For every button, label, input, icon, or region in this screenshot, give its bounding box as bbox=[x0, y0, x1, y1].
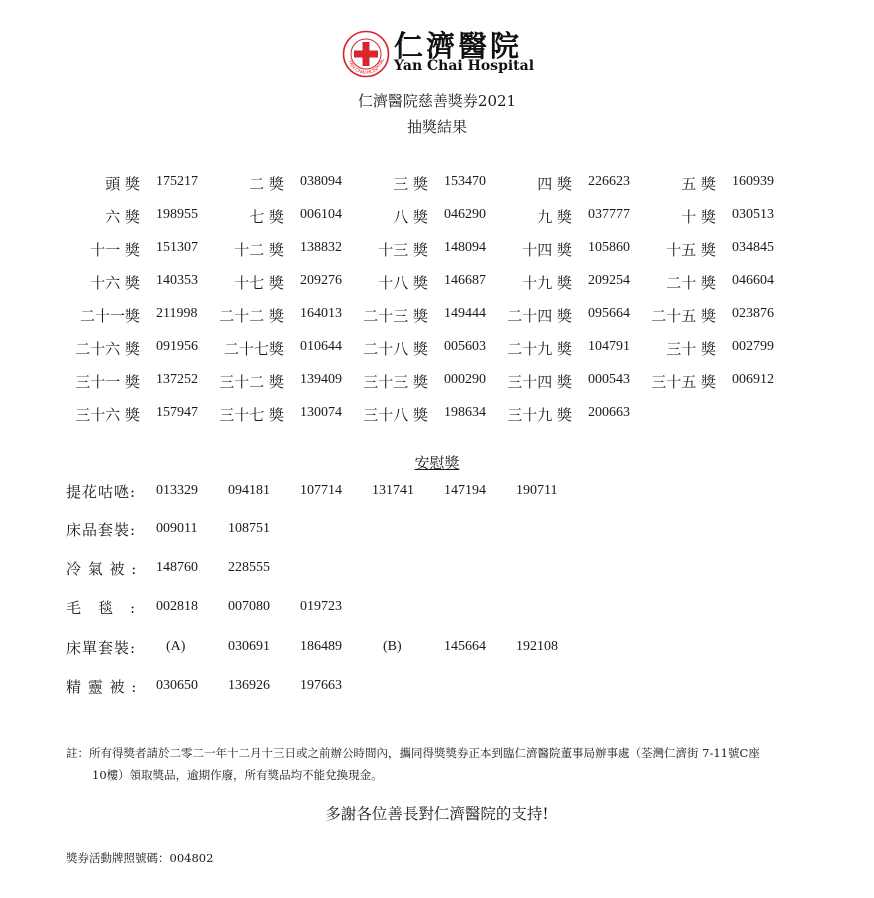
consolation-number: (A) bbox=[166, 639, 186, 654]
prize-label: 三十六 獎 bbox=[75, 406, 140, 424]
consolation-number: 228555 bbox=[228, 560, 270, 575]
prize-label: 三十 獎 bbox=[666, 340, 716, 358]
prize-number: 006912 bbox=[732, 372, 774, 387]
prize-number: 010644 bbox=[300, 339, 342, 354]
prize-label: 二十三 獎 bbox=[363, 307, 428, 325]
prize-number: 200663 bbox=[588, 405, 630, 420]
prize-label: 四 獎 bbox=[537, 175, 572, 193]
prize-label: 十五 獎 bbox=[666, 241, 716, 259]
consolation-number: 007080 bbox=[228, 599, 270, 614]
prize-number: 138832 bbox=[300, 240, 342, 255]
consolation-label: 冷 氣 被 : bbox=[66, 560, 138, 578]
consolation-label: 精 靈 被 : bbox=[66, 678, 138, 696]
prize-number: 038094 bbox=[300, 174, 342, 189]
prize-label: 七 獎 bbox=[249, 208, 284, 226]
prize-number: 034845 bbox=[732, 240, 774, 255]
consolation-number: 030691 bbox=[228, 639, 270, 654]
consolation-number: 013329 bbox=[156, 483, 198, 498]
prize-label: 二十七獎 bbox=[223, 340, 284, 358]
prize-label: 十四 獎 bbox=[522, 241, 572, 259]
hospital-emblem-icon bbox=[342, 30, 390, 78]
collection-note bbox=[66, 742, 796, 786]
consolation-number: 009011 bbox=[156, 521, 198, 536]
consolation-number: 019723 bbox=[300, 599, 342, 614]
hospital-logo-english: Yan Chai Hospital bbox=[394, 58, 535, 74]
prize-number: 175217 bbox=[156, 174, 198, 189]
consolation-number: 107714 bbox=[300, 483, 342, 498]
consolation-number: 192108 bbox=[516, 639, 558, 654]
prize-number: 091956 bbox=[156, 339, 198, 354]
consolation-number: 197663 bbox=[300, 678, 342, 693]
prize-label: 三十三 獎 bbox=[363, 373, 428, 391]
consolation-label: 床品套裝: bbox=[66, 521, 137, 539]
prize-label: 十九 獎 bbox=[522, 274, 572, 292]
prize-label: 二十二 獎 bbox=[219, 307, 284, 325]
consolation-label: 毛 毯 : bbox=[66, 599, 137, 617]
consolation-label: 提花咕𠱁: bbox=[66, 483, 137, 501]
thank-you-message: 多謝各位善長對仁濟醫院的支持! bbox=[325, 805, 549, 823]
prize-number: 148094 bbox=[444, 240, 486, 255]
prize-number: 209276 bbox=[300, 273, 342, 288]
consolation-number: 002818 bbox=[156, 599, 198, 614]
consolation-number: 131741 bbox=[372, 483, 414, 498]
prize-number: 198634 bbox=[444, 405, 486, 420]
prize-number: 160939 bbox=[732, 174, 774, 189]
prize-number: 140353 bbox=[156, 273, 198, 288]
prize-number: 137252 bbox=[156, 372, 198, 387]
prize-number: 139409 bbox=[300, 372, 342, 387]
prize-number: 226623 bbox=[588, 174, 630, 189]
prize-label: 三十二 獎 bbox=[219, 373, 284, 391]
prize-label: 十八 獎 bbox=[378, 274, 428, 292]
prize-number: 046290 bbox=[444, 207, 486, 222]
prize-number: 149444 bbox=[444, 306, 486, 321]
prize-number: 157947 bbox=[156, 405, 198, 420]
license-number: 獎券活動牌照號碼：004802 bbox=[66, 851, 214, 865]
prize-number: 209254 bbox=[588, 273, 630, 288]
prize-number: 164013 bbox=[300, 306, 342, 321]
prize-label: 九 獎 bbox=[537, 208, 572, 226]
prize-label: 三十五 獎 bbox=[651, 373, 716, 391]
prize-label: 二十四 獎 bbox=[507, 307, 572, 325]
prize-label: 三 獎 bbox=[393, 175, 428, 193]
prize-label: 三十一 獎 bbox=[75, 373, 140, 391]
consolation-number: (B) bbox=[383, 639, 402, 654]
prize-label: 十一 獎 bbox=[90, 241, 140, 259]
prize-number: 095664 bbox=[588, 306, 630, 321]
prize-label: 十 獎 bbox=[681, 208, 716, 226]
prize-number: 105860 bbox=[588, 240, 630, 255]
prize-number: 211998 bbox=[156, 306, 198, 321]
prize-label: 二 獎 bbox=[249, 175, 284, 193]
note-line-2: 10樓）領取獎品，逾期作廢，所有獎品均不能兌換現金。 bbox=[92, 768, 383, 782]
note-line-1: 註：所有得獎者請於二零二一年十二月十三日或之前辦公時間內，攜同得獎獎券正本到臨仁濟醫院董事局辦事處（荃灣仁濟街 7-11號C座 bbox=[66, 746, 760, 760]
prize-number: 130074 bbox=[300, 405, 342, 420]
consolation-number: 190711 bbox=[516, 483, 558, 498]
prize-number: 000543 bbox=[588, 372, 630, 387]
consolation-heading: 安慰獎 bbox=[414, 454, 460, 472]
prize-number: 046604 bbox=[732, 273, 774, 288]
prize-label: 二十一獎 bbox=[79, 307, 140, 325]
prize-number: 153470 bbox=[444, 174, 486, 189]
prize-number: 023876 bbox=[732, 306, 774, 321]
prize-label: 十二 獎 bbox=[234, 241, 284, 259]
prize-label: 十六 獎 bbox=[90, 274, 140, 292]
prize-label: 三十四 獎 bbox=[507, 373, 572, 391]
prize-number: 005603 bbox=[444, 339, 486, 354]
prize-label: 頭 獎 bbox=[105, 175, 140, 193]
consolation-number: 148760 bbox=[156, 560, 198, 575]
prize-label: 二十八 獎 bbox=[363, 340, 428, 358]
prize-number: 146687 bbox=[444, 273, 486, 288]
emblem-text: YAN CHAI HOSPITAL bbox=[346, 57, 386, 77]
prize-label: 二十五 獎 bbox=[651, 307, 716, 325]
consolation-label: 床單套裝: bbox=[66, 639, 137, 657]
prize-label: 六 獎 bbox=[105, 208, 140, 226]
prize-number: 198955 bbox=[156, 207, 198, 222]
consolation-number: 145664 bbox=[444, 639, 486, 654]
prize-number: 006104 bbox=[300, 207, 342, 222]
hospital-logo-chinese: 仁濟醫院 bbox=[394, 29, 523, 63]
prize-label: 二十九 獎 bbox=[507, 340, 572, 358]
prize-label: 八 獎 bbox=[393, 208, 428, 226]
consolation-number: 136926 bbox=[228, 678, 270, 693]
prize-number: 151307 bbox=[156, 240, 198, 255]
page-title: 仁濟醫院慈善獎券2021 bbox=[357, 92, 517, 110]
consolation-number: 186489 bbox=[300, 639, 342, 654]
prize-label: 三十八 獎 bbox=[363, 406, 428, 424]
consolation-number: 030650 bbox=[156, 678, 198, 693]
consolation-number: 094181 bbox=[228, 483, 270, 498]
prize-label: 五 獎 bbox=[681, 175, 716, 193]
prize-label: 二十 獎 bbox=[666, 274, 716, 292]
prize-label: 三十九 獎 bbox=[507, 406, 572, 424]
consolation-number: 147194 bbox=[444, 483, 486, 498]
prize-number: 030513 bbox=[732, 207, 774, 222]
prize-number: 002799 bbox=[732, 339, 774, 354]
prize-label: 二十六 獎 bbox=[75, 340, 140, 358]
page-subtitle: 抽獎結果 bbox=[406, 118, 467, 136]
prize-label: 十七 獎 bbox=[234, 274, 284, 292]
prize-label: 三十七 獎 bbox=[219, 406, 284, 424]
prize-label: 十三 獎 bbox=[378, 241, 428, 259]
prize-number: 104791 bbox=[588, 339, 630, 354]
prize-number: 037777 bbox=[588, 207, 630, 222]
prize-number: 000290 bbox=[444, 372, 486, 387]
consolation-number: 108751 bbox=[228, 521, 270, 536]
